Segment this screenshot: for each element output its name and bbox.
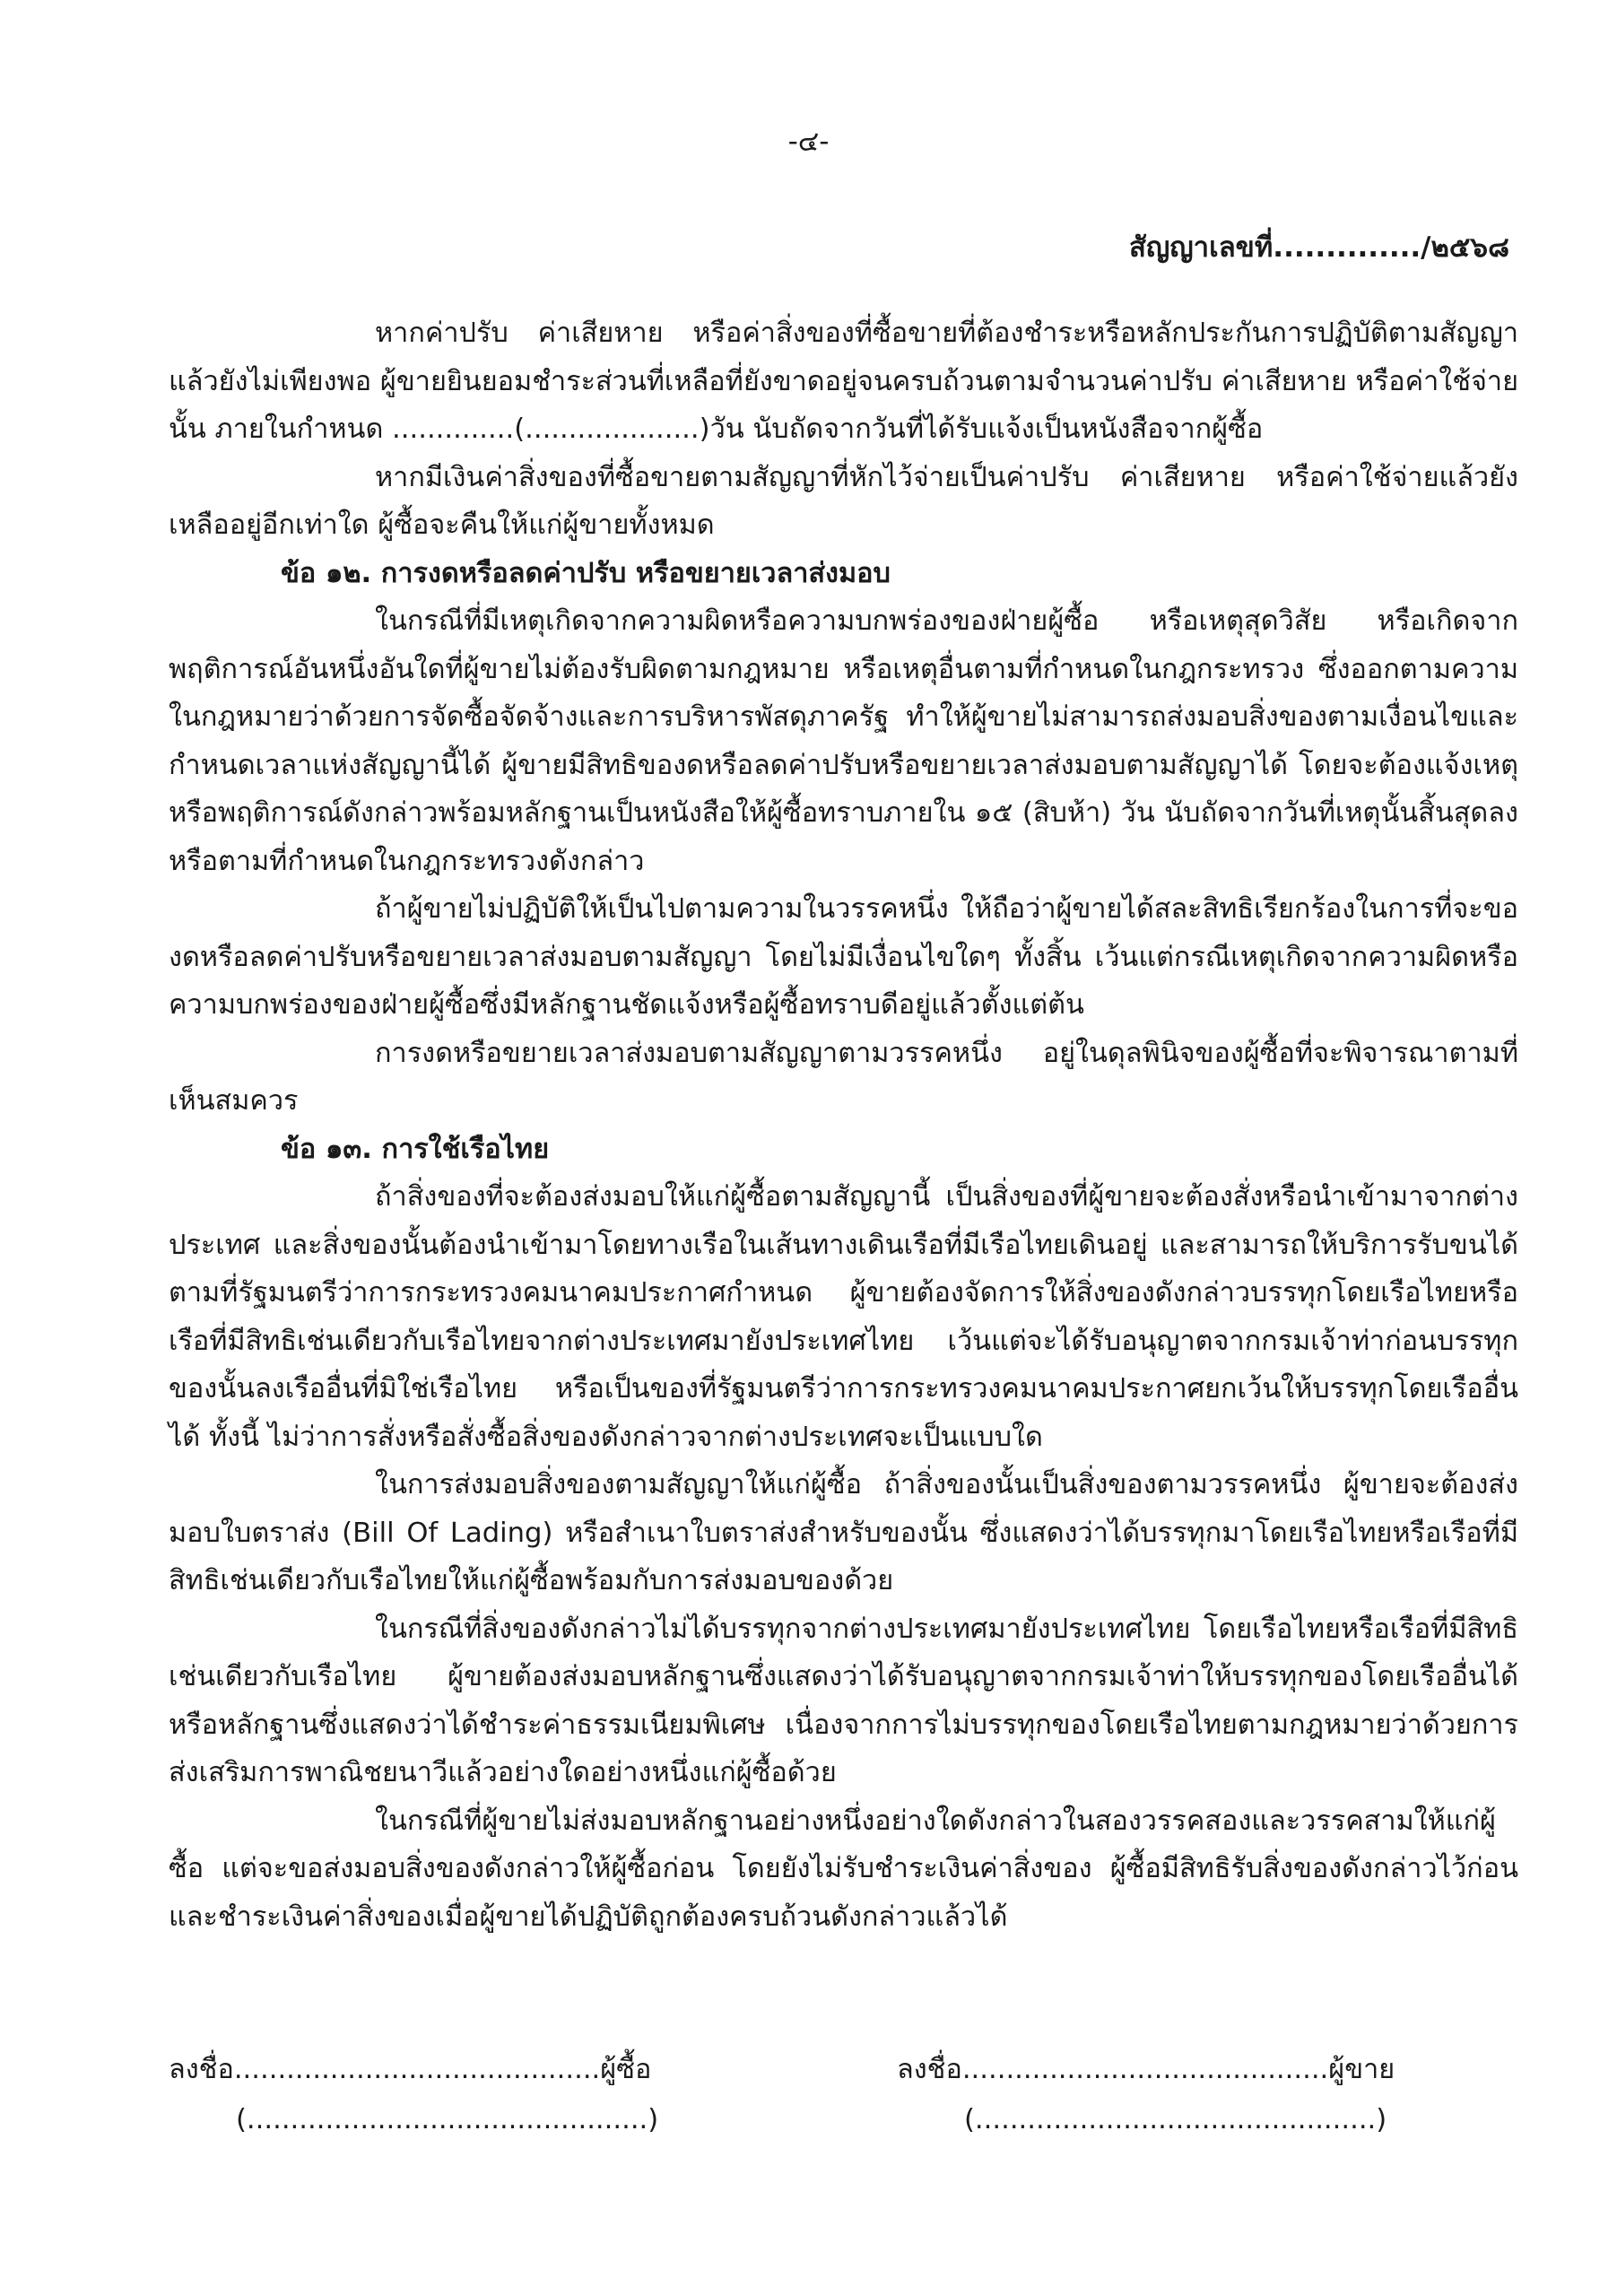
seller-name-line: (..............................................)	[964, 2104, 1387, 2135]
seller-signature-line: ลงชื่อ..........................................ผู้ขาย	[897, 2054, 1395, 2085]
buyer-signature-line: ลงชื่อ..........................................ผู้ซื้อ	[169, 2054, 652, 2085]
buyer-name-line: (..............................................)	[236, 2104, 659, 2135]
paragraph-clause-13-1: ถ้าสิ่งของที่จะต้องส่งมอบให้แก่ผู้ซื้อตามสัญญานี้ เป็นสิ่งของที่ผู้ขายจะต้องสั่งหรือนำเข้ามาจากต่างประเทศ และสิ่งของนั้นต้องนำเข้ามาโดยทางเรือในเส้นทางเดินเรือที่มีเรือไทยเดินอยู่ และสามารถให้บริการรับขนได้ตามที่รัฐมนตรีว่าการกระทรวงคมนาคมประกาศกำหนด ผู้ขายต้องจัดการให้สิ่งของดังกล่าวบรรทุกโดยเรือไทยหรือเรือที่มีสิทธิเช่นเดียวกับเรือไทยจากต่างประเทศมายังประเทศไทย เว้นแต่จะได้รับอนุญาตจากกรมเจ้าท่าก่อนบรรทุกของนั้นลงเรืออื่นที่มิใช่เรือไทย หรือเป็นของที่รัฐมนตรีว่าการกระทรวงคมนาคมประกาศยกเว้นให้บรรทุกโดยเรืออื่นได้ ทั้งนี้ ไม่ว่าการสั่งหรือสั่งซื้อสิ่งของดังกล่าวจากต่างประเทศจะเป็นแบบใด	[169, 1181, 1518, 1453]
paragraph-clause-12-3: การงดหรือขยายเวลาส่งมอบตามสัญญาตามวรรคหนึ่ง อยู่ในดุลพินิจของผู้ซื้อที่จะพิจารณาตามที่เห็นสมควร	[169, 1037, 1518, 1117]
contract-number: สัญญาเลขที่............../๒๕๖๘	[1128, 231, 1509, 264]
paragraph-clause-13-2: ในการส่งมอบสิ่งของตามสัญญาให้แก่ผู้ซื้อ ถ้าสิ่งของนั้นเป็นสิ่งของตามวรรคหนึ่ง ผู้ขายจะต้องส่งมอบใบตราส่ง (Bill Of Lading) หรือสำเนาใบตราส่งสำหรับของนั้น ซึ่งแสดงว่าได้บรรทุกมาโดยเรือไทยหรือเรือที่มีสิทธิเช่นเดียวกับเรือไทยให้แก่ผู้ซื้อพร้อมกับการส่งมอบของด้วย	[169, 1469, 1518, 1596]
paragraph-clause-12-2: ถ้าผู้ขายไม่ปฏิบัติให้เป็นไปตามความในวรรคหนึ่ง ให้ถือว่าผู้ขายได้สละสิทธิเรียกร้องในการที่จะของดหรือลดค่าปรับหรือขยายเวลาส่งมอบตามสัญญา โดยไม่มีเงื่อนไขใดๆ ทั้งสิ้น เว้นแต่กรณีเหตุเกิดจากความผิดหรือความบกพร่องของฝ่ายผู้ซื้อซึ่งมีหลักฐานชัดแจ้งหรือผู้ซื้อทราบดีอยู่แล้วตั้งแต่ต้น	[169, 893, 1518, 1021]
clause-12-heading: ข้อ ๑๒. การงดหรือลดค่าปรับ หรือขยายเวลาส่งมอบ	[281, 557, 891, 589]
clause-13-heading: ข้อ ๑๓. การใช้เรือไทย	[281, 1133, 550, 1165]
paragraph-clause-13-3: ในกรณีที่สิ่งของดังกล่าวไม่ได้บรรทุกจากต่างประเทศมายังประเทศไทย โดยเรือไทยหรือเรือที่มีสิทธิเช่นเดียวกับเรือไทย ผู้ขายต้องส่งมอบหลักฐานซึ่งแสดงว่าได้รับอนุญาตจากกรมเจ้าท่าให้บรรทุกของโดยเรืออื่นได้หรือหลักฐานซึ่งแสดงว่าได้ชำระค่าธรรมเนียมพิเศษ เนื่องจากการไม่บรรทุกของโดยเรือไทยตามกฎหมายว่าด้วยการส่งเสริมการพาณิชยนาวีแล้วอย่างใดอย่างหนึ่งแก่ผู้ซื้อด้วย	[169, 1613, 1518, 1788]
paragraph-penalty-shortfall: หากค่าปรับ ค่าเสียหาย หรือค่าสิ่งของที่ซื้อขายที่ต้องชำระหรือหลักประกันการปฏิบัติตามสัญญาแล้วยังไม่เพียงพอ ผู้ขายยินยอมชำระส่วนที่เหลือที่ยังขาดอยู่จนครบถ้วนตามจำนวนค่าปรับ ค่าเสียหาย หรือค่าใช้จ่ายนั้น ภายในกำหนด ..............(....................)วัน นับถัดจากวันที่ได้รับแจ้งเป็นหนังสือจากผู้ซื้อ	[169, 317, 1518, 445]
seller-signature	[897, 2045, 1435, 2145]
page-number: -๔-	[787, 126, 830, 158]
paragraph-clause-12-1: ในกรณีที่มีเหตุเกิดจากความผิดหรือความบกพร่องของฝ่ายผู้ซื้อ หรือเหตุสุดวิสัย หรือเกิดจากพฤติการณ์อันหนึ่งอันใดที่ผู้ขายไม่ต้องรับผิดตามกฎหมาย หรือเหตุอื่นตามที่กำหนดในกฎกระทรวง ซึ่งออกตามความในกฎหมายว่าด้วยการจัดซื้อจัดจ้างและการบริหารพัสดุภาครัฐ ทำให้ผู้ขายไม่สามารถส่งมอบสิ่งของตามเงื่อนไขและกำหนดเวลาแห่งสัญญานี้ได้ ผู้ขายมีสิทธิของดหรือลดค่าปรับหรือขยายเวลาส่งมอบตามสัญญาได้ โดยจะต้องแจ้งเหตุหรือพฤติการณ์ดังกล่าวพร้อมหลักฐานเป็นหนังสือให้ผู้ซื้อทราบภายใน ๑๕ (สิบห้า) วัน นับถัดจากวันที่เหตุนั้นสิ้นสุดลง หรือตามที่กำหนดในกฎกระทรวงดังกล่าว	[169, 605, 1518, 877]
buyer-signature	[169, 2045, 707, 2145]
document-body	[169, 309, 1518, 1941]
paragraph-remaining-money: หากมีเงินค่าสิ่งของที่ซื้อขายตามสัญญาที่หักไว้จ่ายเป็นค่าปรับ ค่าเสียหาย หรือค่าใช้จ่ายแล้วยังเหลืออยู่อีกเท่าใด ผู้ซื้อจะคืนให้แก่ผู้ขายทั้งหมด	[169, 461, 1518, 541]
paragraph-clause-13-4: ในกรณีที่ผู้ขายไม่ส่งมอบหลักฐานอย่างหนึ่งอย่างใดดังกล่าวในสองวรรคสองและวรรคสามให้แก่ผู้ซื้อ แต่จะขอส่งมอบสิ่งของดังกล่าวให้ผู้ซื้อก่อน โดยยังไม่รับชำระเงินค่าสิ่งของ ผู้ซื้อมีสิทธิรับสิ่งของดังกล่าวไว้ก่อนและชำระเงินค่าสิ่งของเมื่อผู้ขายได้ปฏิบัติถูกต้องครบถ้วนดังกล่าวแล้วได้	[169, 1805, 1518, 1933]
